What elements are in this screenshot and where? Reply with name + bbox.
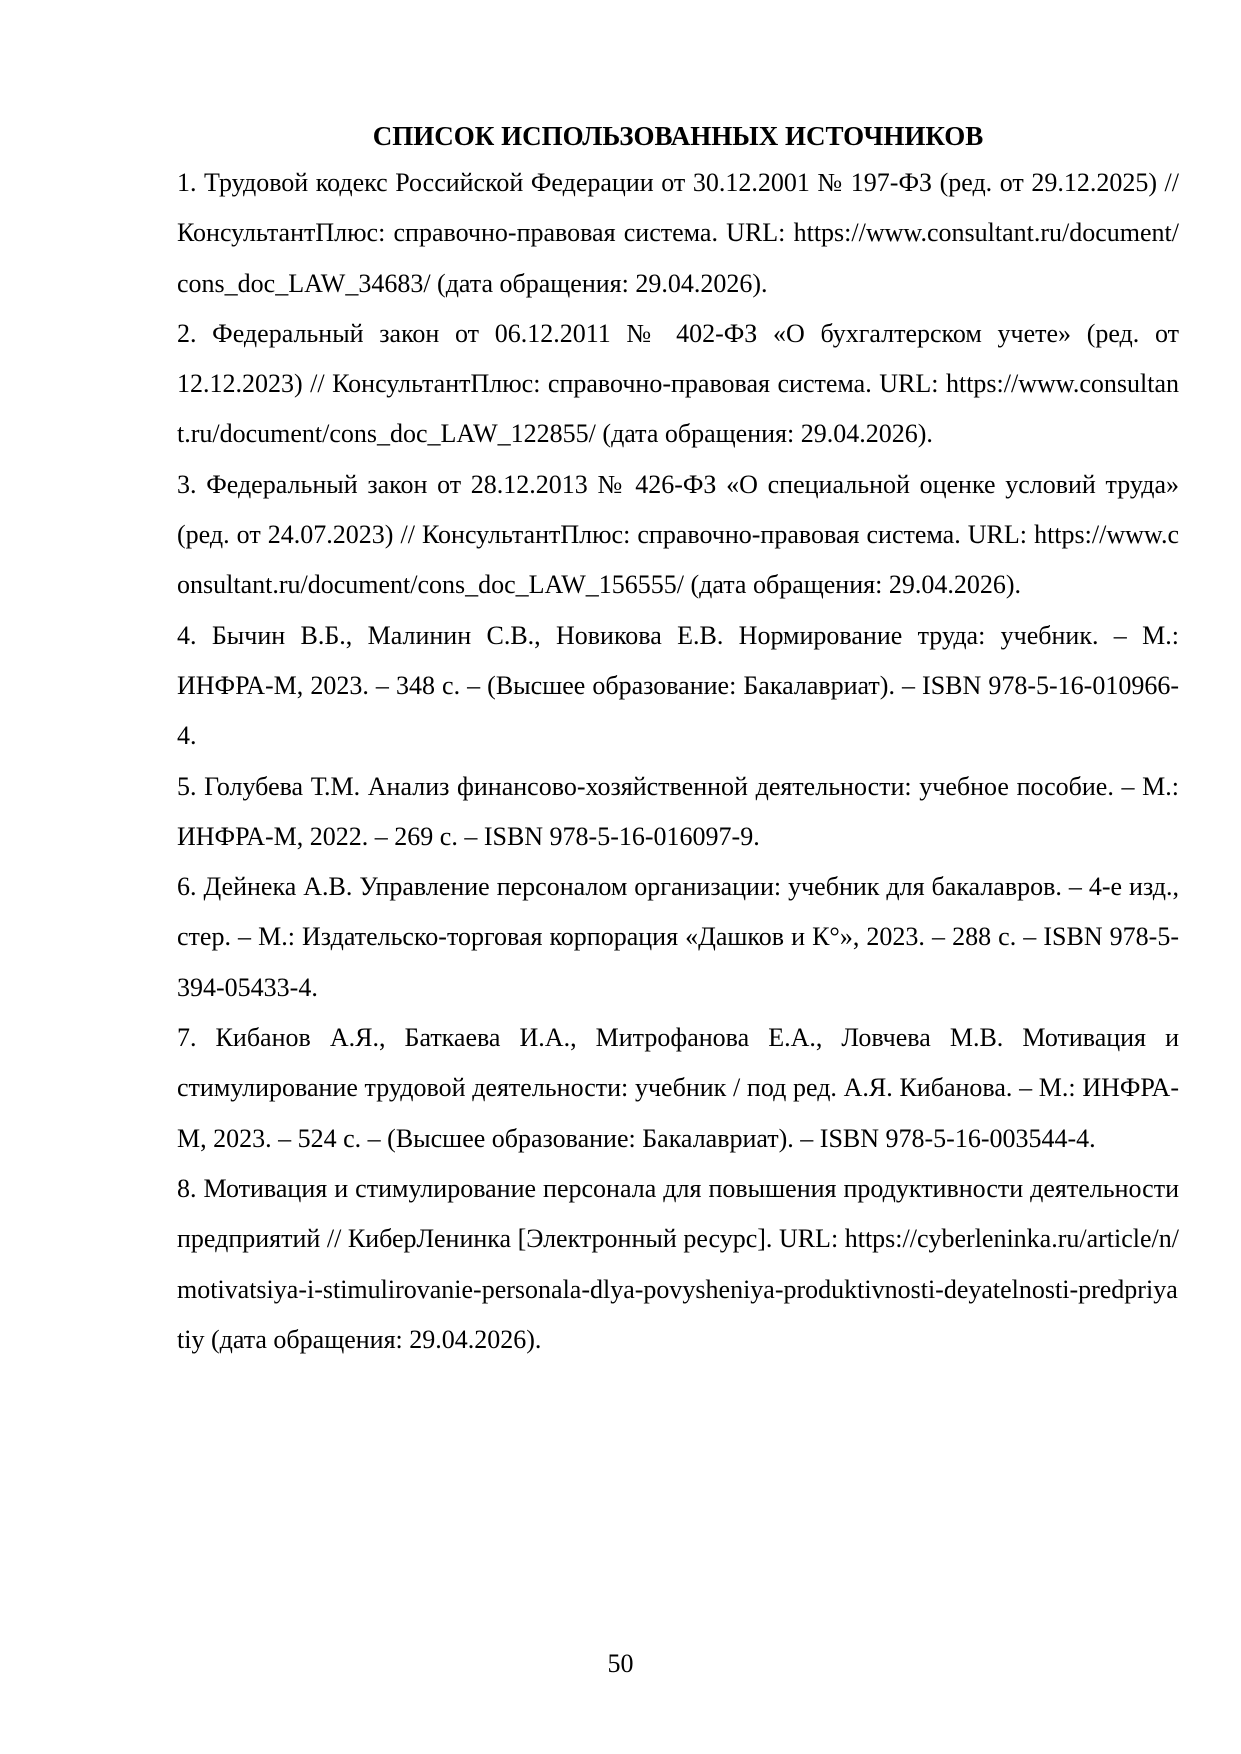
reference-text: 1. Трудовой кодекс Российской Федерации от 30.12.2001 № 197-ФЗ (ред. от 29.12.2025) // КонсультантПлюс: справочно-правовая система. URL:: [177, 168, 1179, 248]
reference-url: https://www.consultant.ru/document/cons_doc_LAW_122855/: [177, 369, 1179, 449]
reference-url: https://cyberleninka.ru/article/n/motivatsiya-i-stimulirovanie-personala-dlya-povysheniya-produktivnosti-deyatelnosti-predpriyatiy: [177, 1224, 1179, 1354]
list-item: [177, 1013, 1179, 1164]
reference-access-date: (дата обращения: 29.04.2026).: [204, 1324, 542, 1354]
list-item: [177, 460, 1179, 611]
page-title: СПИСОК ИСПОЛЬЗОВАННЫХ ИСТОЧНИКОВ: [372, 121, 984, 151]
list-item: [177, 762, 1179, 863]
list-item: [177, 309, 1179, 460]
reference-access-date: (дата обращения: 29.04.2026).: [684, 570, 1021, 600]
reference-url: https://www.consultant.ru/document/cons_doc_LAW_156555/: [177, 520, 1179, 600]
reference-text: 7. Кибанов А.Я., Баткаева И.А., Митрофанова Е.А., Ловчева М.В. Мотивация и стимулирование трудовой деятельности: учебник / под ред. А.Я. Кибанова. – М.: ИНФРА-М, 2023. – 524 с. – (Высшее образование: Бакалавриат). – ISBN 978-5-16-003544-4.: [177, 1023, 1179, 1153]
list-item: [177, 611, 1179, 762]
reference-url: https://www.consultant.ru/document/cons_doc_LAW_34683/: [177, 218, 1179, 298]
reference-text: 5. Голубева Т.М. Анализ финансово-хозяйственной деятельности: учебное пособие. – М.: ИНФРА-М, 2022. – 269 с. – ISBN 978-5-16-016097-9.: [177, 771, 1179, 851]
page-number: 50: [607, 1649, 634, 1678]
reference-text: 6. Дейнека А.В. Управление персоналом организации: учебник для бакалавров. – 4-е изд., стер. – М.: Издательско-торговая корпорация «Дашков и К°», 2023. – 288 с. – ISBN 978-5-394-05433-4.: [177, 872, 1179, 1002]
reference-text: 8. Мотивация и стимулирование персонала для повышения продуктивности деятельности предприятий // КиберЛенинка [Электронный ресурс]. URL:: [177, 1173, 1179, 1254]
reference-text: 3. Федеральный закон от 28.12.2013 № 426-ФЗ «О специальной оценке условий труда» (ред. от 24.07.2023) // КонсультантПлюс: справочно-правовая система. URL:: [177, 469, 1179, 550]
list-item: [177, 862, 1179, 1013]
reference-access-date: (дата обращения: 29.04.2026).: [430, 268, 768, 298]
list-item: [177, 1164, 1179, 1365]
reference-access-date: (дата обращения: 29.04.2026).: [595, 419, 933, 449]
list-item: [177, 158, 1179, 309]
reference-text: 2. Федеральный закон от 06.12.2011 № 402-ФЗ «О бухгалтерском учете» (ред. от 12.12.2023) // КонсультантПлюс: справочно-правовая система. URL:: [177, 318, 1179, 399]
reference-list: [177, 158, 1179, 1365]
reference-text: 4. Бычин В.Б., Малинин С.В., Новикова Е.В. Нормирование труда: учебник. – М.: ИНФРА-М, 2023. – 348 с. – (Высшее образование: Бакалавриат). – ISBN 978-5-16-010966-4.: [177, 620, 1179, 751]
